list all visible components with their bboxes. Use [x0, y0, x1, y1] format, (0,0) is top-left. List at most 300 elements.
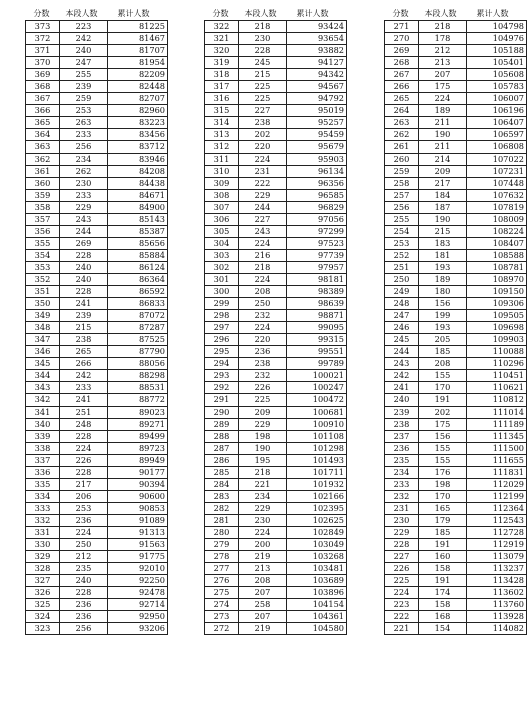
table-row: [26, 358, 168, 370]
score-cell: 276: [205, 575, 239, 587]
cumulative-count-cell: 96829: [287, 201, 347, 213]
score-cell: 225: [385, 575, 419, 587]
score-cell: 232: [385, 490, 419, 502]
table-row: [26, 466, 168, 478]
table-row: [385, 298, 527, 310]
score-cell: 302: [205, 261, 239, 273]
segment-count-cell: 198: [419, 478, 467, 490]
table-row: [205, 249, 347, 261]
segment-count-cell: 224: [239, 273, 287, 285]
segment-count-cell: 224: [60, 442, 108, 454]
cumulative-count-cell: 114082: [467, 623, 527, 635]
segment-count-cell: 225: [239, 394, 287, 406]
segment-count-cell: 218: [239, 466, 287, 478]
cumulative-count-cell: 103689: [287, 575, 347, 587]
score-cell: 347: [26, 334, 60, 346]
cumulative-count-cell: 110812: [467, 394, 527, 406]
segment-count-cell: 225: [239, 93, 287, 105]
table-row: [385, 105, 527, 117]
table-row: [385, 261, 527, 273]
table-row: [205, 141, 347, 153]
cumulative-count-cell: 113760: [467, 599, 527, 611]
cumulative-count-cell: 111831: [467, 466, 527, 478]
segment-count-cell: 191: [419, 394, 467, 406]
segment-count-cell: 235: [60, 563, 108, 575]
score-cell: 307: [205, 201, 239, 213]
cumulative-count-cell: 100681: [287, 406, 347, 418]
score-cell: 268: [385, 57, 419, 69]
score-cell: 240: [385, 394, 419, 406]
score-cell: 244: [385, 346, 419, 358]
score-cell: 246: [385, 322, 419, 334]
score-cell: 337: [26, 454, 60, 466]
cumulative-count-cell: 104361: [287, 611, 347, 623]
score-table-column-3: [384, 7, 527, 635]
table-row: [205, 33, 347, 45]
segment-count-cell: 229: [239, 502, 287, 514]
segment-count-cell: 219: [239, 551, 287, 563]
segment-count-cell: 229: [239, 189, 287, 201]
cumulative-count-cell: 99095: [287, 322, 347, 334]
cumulative-count-cell: 105401: [467, 57, 527, 69]
score-cell: 260: [385, 153, 419, 165]
table-row: [385, 213, 527, 225]
table-row: [26, 165, 168, 177]
cumulative-count-cell: 81707: [108, 45, 168, 57]
cumulative-count-cell: 97056: [287, 213, 347, 225]
cumulative-count-cell: 106007: [467, 93, 527, 105]
segment-count-cell: 258: [239, 599, 287, 611]
cumulative-count-cell: 106196: [467, 105, 527, 117]
table-row: [205, 382, 347, 394]
cumulative-count-cell: 89723: [108, 442, 168, 454]
score-cell: 288: [205, 430, 239, 442]
score-cell: 327: [26, 575, 60, 587]
segment-count-cell: 205: [419, 334, 467, 346]
cumulative-count-cell: 97739: [287, 249, 347, 261]
cumulative-count-cell: 112199: [467, 490, 527, 502]
segment-count-cell: 234: [60, 153, 108, 165]
table-row: [26, 237, 168, 249]
segment-count-cell: 160: [419, 551, 467, 563]
segment-count-cell: 241: [60, 394, 108, 406]
cumulative-count-cell: 100910: [287, 418, 347, 430]
cumulative-count-cell: 107632: [467, 189, 527, 201]
score-cell: 322: [205, 21, 239, 33]
table-row: [26, 611, 168, 623]
score-cell: 242: [385, 370, 419, 382]
score-cell: 241: [385, 382, 419, 394]
cumulative-count-cell: 87072: [108, 310, 168, 322]
cumulative-count-cell: 101298: [287, 442, 347, 454]
score-cell: 312: [205, 141, 239, 153]
table-row: [385, 189, 527, 201]
cumulative-count-cell: 86833: [108, 298, 168, 310]
table-row: [26, 587, 168, 599]
score-cell: 357: [26, 213, 60, 225]
cumulative-count-cell: 92250: [108, 575, 168, 587]
cumulative-count-cell: 102849: [287, 526, 347, 538]
table-row: [205, 502, 347, 514]
score-cell: 372: [26, 33, 60, 45]
cumulative-count-cell: 105188: [467, 45, 527, 57]
segment-count-cell: 240: [60, 261, 108, 273]
table-row: [26, 322, 168, 334]
segment-count-cell: 232: [239, 310, 287, 322]
table-row: [26, 551, 168, 563]
cumulative-count-cell: 95019: [287, 105, 347, 117]
score-cell: 287: [205, 442, 239, 454]
header-cumulative-count: 累计人数: [476, 9, 509, 18]
table-row: [385, 249, 527, 261]
score-cell: 233: [385, 478, 419, 490]
table-row: [205, 563, 347, 575]
table-row: [205, 575, 347, 587]
cumulative-count-cell: 113428: [467, 575, 527, 587]
segment-count-cell: 230: [239, 514, 287, 526]
table-row: [205, 105, 347, 117]
score-cell: 304: [205, 237, 239, 249]
table-row: [205, 394, 347, 406]
score-cell: 277: [205, 563, 239, 575]
score-cell: 257: [385, 189, 419, 201]
score-table-column-1: [25, 7, 168, 635]
segment-count-cell: 217: [419, 177, 467, 189]
score-cell: 367: [26, 93, 60, 105]
segment-count-cell: 212: [419, 45, 467, 57]
score-cell: 371: [26, 45, 60, 57]
segment-count-cell: 265: [60, 346, 108, 358]
cumulative-count-cell: 85884: [108, 249, 168, 261]
table-row: [205, 298, 347, 310]
table-row: [385, 502, 527, 514]
table-row: [385, 394, 527, 406]
segment-count-cell: 231: [239, 165, 287, 177]
segment-count-cell: 190: [419, 129, 467, 141]
cumulative-count-cell: 111189: [467, 418, 527, 430]
score-cell: 223: [385, 599, 419, 611]
segment-count-cell: 224: [60, 526, 108, 538]
cumulative-count-cell: 112029: [467, 478, 527, 490]
cumulative-count-cell: 102395: [287, 502, 347, 514]
cumulative-count-cell: 87525: [108, 334, 168, 346]
segment-count-cell: 242: [60, 33, 108, 45]
cumulative-count-cell: 109505: [467, 310, 527, 322]
cumulative-count-cell: 109698: [467, 322, 527, 334]
score-cell: 278: [205, 551, 239, 563]
segment-count-cell: 155: [419, 370, 467, 382]
score-cell: 318: [205, 69, 239, 81]
score-cell: 353: [26, 261, 60, 273]
segment-count-cell: 233: [60, 129, 108, 141]
table-row: [26, 141, 168, 153]
score-cell: 273: [205, 611, 239, 623]
table-row: [385, 45, 527, 57]
table-row: [26, 526, 168, 538]
score-cell: 230: [385, 514, 419, 526]
cumulative-count-cell: 104976: [467, 33, 527, 45]
score-cell: 245: [385, 334, 419, 346]
cumulative-count-cell: 111345: [467, 430, 527, 442]
cumulative-count-cell: 91089: [108, 514, 168, 526]
score-cell: 237: [385, 430, 419, 442]
table-row: [26, 261, 168, 273]
score-cell: 222: [385, 611, 419, 623]
score-cell: 311: [205, 153, 239, 165]
table-row: [26, 298, 168, 310]
score-cell: 339: [26, 430, 60, 442]
segment-count-cell: 178: [419, 33, 467, 45]
segment-count-cell: 189: [419, 273, 467, 285]
segment-count-cell: 222: [239, 177, 287, 189]
segment-count-cell: 224: [419, 93, 467, 105]
segment-count-cell: 228: [60, 587, 108, 599]
cumulative-count-cell: 98389: [287, 286, 347, 298]
table-row: [385, 346, 527, 358]
segment-count-cell: 220: [239, 334, 287, 346]
score-cell: 346: [26, 346, 60, 358]
table-row: [385, 57, 527, 69]
table-row: [205, 153, 347, 165]
table-row: [26, 563, 168, 575]
segment-count-cell: 243: [60, 213, 108, 225]
table-row: [26, 478, 168, 490]
header-score: 分数: [392, 9, 409, 18]
cumulative-count-cell: 97523: [287, 237, 347, 249]
table-row: [205, 442, 347, 454]
score-cell: 226: [385, 563, 419, 575]
segment-count-cell: 256: [60, 141, 108, 153]
table-row: [205, 225, 347, 237]
segment-count-cell: 221: [239, 478, 287, 490]
cumulative-count-cell: 99315: [287, 334, 347, 346]
score-cell: 369: [26, 69, 60, 81]
segment-count-cell: 253: [60, 105, 108, 117]
score-cell: 224: [385, 587, 419, 599]
cumulative-count-cell: 113602: [467, 587, 527, 599]
score-cell: 354: [26, 249, 60, 261]
score-cell: 336: [26, 466, 60, 478]
score-cell: 315: [205, 105, 239, 117]
segment-count-cell: 230: [60, 177, 108, 189]
cumulative-count-cell: 94567: [287, 81, 347, 93]
cumulative-count-cell: 94127: [287, 57, 347, 69]
cumulative-count-cell: 89949: [108, 454, 168, 466]
score-cell: 325: [26, 599, 60, 611]
table-row: [26, 394, 168, 406]
cumulative-count-cell: 84208: [108, 165, 168, 177]
table-row: [385, 237, 527, 249]
score-cell: 221: [385, 623, 419, 635]
segment-count-cell: 259: [60, 93, 108, 105]
segment-count-cell: 219: [239, 623, 287, 635]
segment-count-cell: 269: [60, 237, 108, 249]
score-cell: 297: [205, 322, 239, 334]
score-cell: 342: [26, 394, 60, 406]
score-cell: 303: [205, 249, 239, 261]
header-segment-count: 本段人数: [65, 9, 98, 18]
cumulative-count-cell: 95257: [287, 117, 347, 129]
segment-count-cell: 207: [239, 611, 287, 623]
score-cell: 350: [26, 298, 60, 310]
segment-count-cell: 247: [60, 57, 108, 69]
segment-count-cell: 238: [239, 117, 287, 129]
score-cell: 284: [205, 478, 239, 490]
cumulative-count-cell: 83456: [108, 129, 168, 141]
segment-count-cell: 229: [239, 418, 287, 430]
score-cell: 301: [205, 273, 239, 285]
segment-count-cell: 228: [60, 430, 108, 442]
cumulative-count-cell: 95903: [287, 153, 347, 165]
score-cell: 238: [385, 418, 419, 430]
cumulative-count-cell: 101932: [287, 478, 347, 490]
table-row: [26, 201, 168, 213]
cumulative-count-cell: 103268: [287, 551, 347, 563]
cumulative-count-cell: 110451: [467, 370, 527, 382]
score-cell: 349: [26, 310, 60, 322]
score-cell: 363: [26, 141, 60, 153]
segment-count-cell: 229: [60, 201, 108, 213]
segment-count-cell: 185: [419, 346, 467, 358]
cumulative-count-cell: 81954: [108, 57, 168, 69]
cumulative-count-cell: 102166: [287, 490, 347, 502]
table-row: [26, 45, 168, 57]
cumulative-count-cell: 96356: [287, 177, 347, 189]
segment-count-cell: 239: [60, 310, 108, 322]
segment-count-cell: 208: [239, 575, 287, 587]
segment-count-cell: 174: [419, 587, 467, 599]
table-row: [385, 153, 527, 165]
table-row: [26, 334, 168, 346]
segment-count-cell: 191: [419, 575, 467, 587]
score-cell: 360: [26, 177, 60, 189]
table-row: [205, 587, 347, 599]
table-row: [205, 273, 347, 285]
table-row: [385, 551, 527, 563]
score-cell: 310: [205, 165, 239, 177]
score-cell: 259: [385, 165, 419, 177]
cumulative-count-cell: 90600: [108, 490, 168, 502]
score-cell: 355: [26, 237, 60, 249]
cumulative-count-cell: 112728: [467, 526, 527, 538]
segment-count-cell: 255: [60, 69, 108, 81]
cumulative-count-cell: 101108: [287, 430, 347, 442]
score-cell: 373: [26, 21, 60, 33]
segment-count-cell: 185: [419, 526, 467, 538]
table-row: [205, 526, 347, 538]
segment-count-cell: 263: [60, 117, 108, 129]
cumulative-count-cell: 92478: [108, 587, 168, 599]
cumulative-count-cell: 89023: [108, 406, 168, 418]
cumulative-count-cell: 99789: [287, 358, 347, 370]
score-cell: 370: [26, 57, 60, 69]
score-cell: 262: [385, 129, 419, 141]
score-cell: 258: [385, 177, 419, 189]
score-cell: 329: [26, 551, 60, 563]
cumulative-count-cell: 93206: [108, 623, 168, 635]
score-cell: 338: [26, 442, 60, 454]
score-cell: 308: [205, 189, 239, 201]
score-table: [204, 20, 347, 635]
table-row: [385, 406, 527, 418]
table-header: [25, 7, 168, 20]
table-row: [385, 587, 527, 599]
table-row: [205, 418, 347, 430]
segment-count-cell: 227: [239, 213, 287, 225]
table-row: [385, 358, 527, 370]
segment-count-cell: 234: [239, 490, 287, 502]
table-row: [205, 406, 347, 418]
segment-count-cell: 209: [239, 406, 287, 418]
score-cell: 255: [385, 213, 419, 225]
cumulative-count-cell: 110088: [467, 346, 527, 358]
score-cell: 290: [205, 406, 239, 418]
score-cell: 236: [385, 442, 419, 454]
header-score: 分数: [33, 9, 50, 18]
score-cell: 239: [385, 406, 419, 418]
score-cell: 250: [385, 273, 419, 285]
segment-count-cell: 244: [239, 201, 287, 213]
cumulative-count-cell: 93654: [287, 33, 347, 45]
cumulative-count-cell: 101711: [287, 466, 347, 478]
cumulative-count-cell: 100472: [287, 394, 347, 406]
score-cell: 228: [385, 539, 419, 551]
table-row: [26, 430, 168, 442]
table-row: [385, 81, 527, 93]
cumulative-count-cell: 93882: [287, 45, 347, 57]
segment-count-cell: 245: [239, 57, 287, 69]
table-row: [26, 189, 168, 201]
segment-count-cell: 226: [60, 454, 108, 466]
segment-count-cell: 244: [60, 225, 108, 237]
score-cell: 364: [26, 129, 60, 141]
segment-count-cell: 154: [419, 623, 467, 635]
table-row: [205, 177, 347, 189]
score-cell: 252: [385, 249, 419, 261]
cumulative-count-cell: 90177: [108, 466, 168, 478]
segment-count-cell: 184: [419, 189, 467, 201]
score-cell: 351: [26, 286, 60, 298]
score-cell: 289: [205, 418, 239, 430]
cumulative-count-cell: 113237: [467, 563, 527, 575]
score-cell: 280: [205, 526, 239, 538]
score-cell: 300: [205, 286, 239, 298]
segment-count-cell: 214: [419, 153, 467, 165]
table-row: [205, 45, 347, 57]
segment-count-cell: 215: [419, 225, 467, 237]
score-cell: 292: [205, 382, 239, 394]
cumulative-count-cell: 112919: [467, 539, 527, 551]
score-cell: 267: [385, 69, 419, 81]
segment-count-cell: 241: [60, 298, 108, 310]
table-row: [205, 623, 347, 635]
segment-count-cell: 218: [239, 21, 287, 33]
table-row: [385, 418, 527, 430]
cumulative-count-cell: 92010: [108, 563, 168, 575]
score-cell: 361: [26, 165, 60, 177]
table-row: [26, 418, 168, 430]
segment-count-cell: 158: [419, 599, 467, 611]
table-row: [385, 93, 527, 105]
segment-count-cell: 239: [60, 81, 108, 93]
segment-count-cell: 193: [419, 322, 467, 334]
cumulative-count-cell: 82707: [108, 93, 168, 105]
cumulative-count-cell: 109903: [467, 334, 527, 346]
cumulative-count-cell: 108970: [467, 273, 527, 285]
table-row: [385, 611, 527, 623]
table-row: [205, 165, 347, 177]
score-cell: 326: [26, 587, 60, 599]
